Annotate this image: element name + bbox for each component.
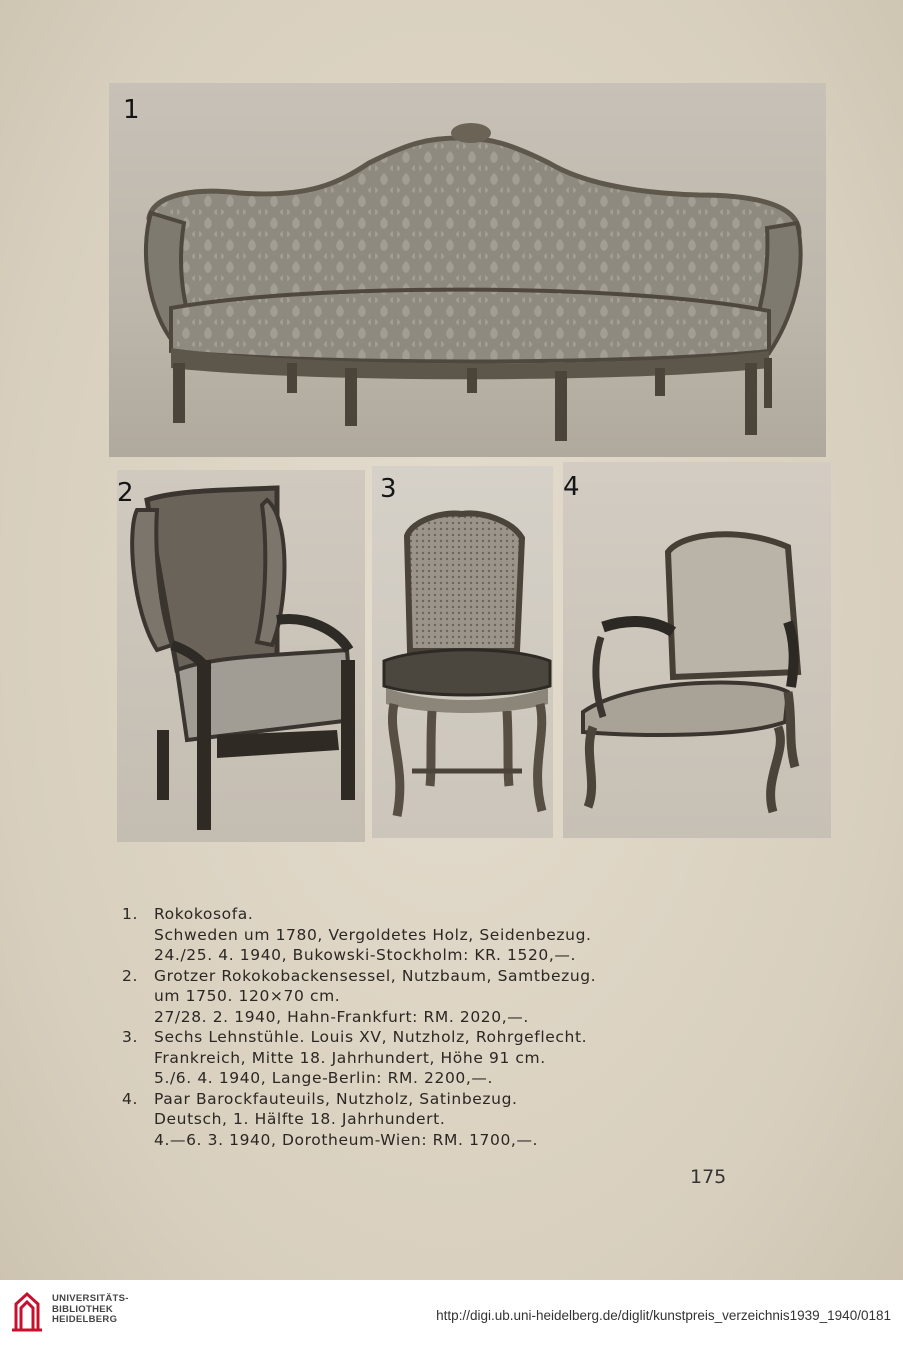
fauteuil-illustration xyxy=(563,462,831,838)
caption-line: Schweden um 1780, Vergoldetes Holz, Seidenbezug. xyxy=(154,925,592,944)
library-name-line: UNIVERSITÄTS- xyxy=(52,1293,129,1304)
figure-number: 3 xyxy=(380,474,397,504)
caption-number: 1. xyxy=(122,905,138,923)
caption-line: 5./6. 4. 1940, Lange-Berlin: RM. 2200,—. xyxy=(154,1069,494,1087)
caption-number: 2. xyxy=(122,966,138,985)
caption-entry xyxy=(122,904,682,966)
caption-title: Grotzer Rokokobackensessel, Nutzbaum, Samtbezug. xyxy=(154,966,597,985)
caption-number: 4. xyxy=(122,1089,138,1108)
caption-line: Deutsch, 1. Hälfte 18. Jahrhundert. xyxy=(154,1110,446,1128)
caption-line: 4.—6. 3. 1940, Dorotheum-Wien: RM. 1700,—. xyxy=(154,1130,539,1149)
caption-line: 24./25. 4. 1940, Bukowski-Stockholm: KR. 1520,—. xyxy=(154,946,577,964)
permalink-url[interactable]: http://digi.ub.uni-heidelberg.de/diglit/kunstpreis_verzeichnis1939_1940/0181 xyxy=(436,1308,891,1323)
library-name-line: HEIDELBERG xyxy=(52,1314,118,1325)
caption-line: 27/28. 2. 1940, Hahn-Frankfurt: RM. 2020,—. xyxy=(154,1007,529,1026)
caption-entry xyxy=(122,966,682,1028)
caption-entry xyxy=(122,1089,682,1151)
page-number: 175 xyxy=(690,1166,727,1188)
caption-number: 3. xyxy=(122,1028,138,1046)
caption-title: Paar Barockfauteuils, Nutzholz, Satinbezug. xyxy=(154,1089,518,1108)
library-name-line: BIBLIOTHEK xyxy=(52,1303,114,1315)
photo-baroque-fauteuil xyxy=(563,462,831,838)
figure-number: 4 xyxy=(563,472,580,502)
caption-title: Sechs Lehnstühle. Louis XV, Nutzholz, Rohrgeflecht. xyxy=(154,1028,588,1046)
caption-title: Rokokosofa. xyxy=(154,905,254,923)
cane-chair-illustration xyxy=(372,466,553,838)
caption-line: um 1750. 120×70 cm. xyxy=(154,987,341,1005)
photo-wing-chair xyxy=(117,470,365,842)
photo-rococo-sofa xyxy=(109,83,826,457)
figure-number: 1 xyxy=(123,95,140,125)
caption-entry xyxy=(122,1027,682,1089)
caption-line: Frankreich, Mitte 18. Jahrhundert, Höhe 91 cm. xyxy=(154,1048,546,1067)
photo-cane-chair xyxy=(372,466,553,838)
wing-chair-illustration xyxy=(117,470,365,842)
captions xyxy=(122,904,682,1150)
footer-bar xyxy=(0,1280,903,1346)
sofa-illustration xyxy=(109,83,826,457)
university-library-logo-icon[interactable] xyxy=(10,1290,44,1334)
figure-number: 2 xyxy=(117,478,134,508)
library-name xyxy=(52,1294,129,1326)
